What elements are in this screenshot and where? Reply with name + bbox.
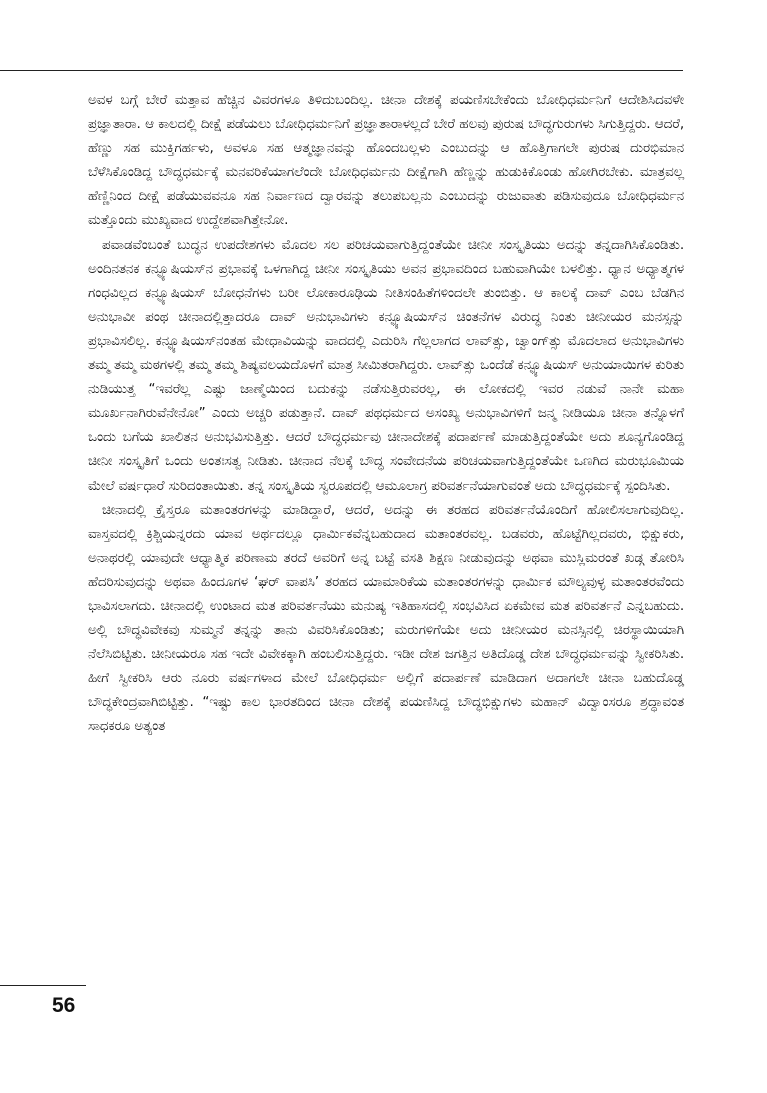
paragraph: ಚೀನಾದಲ್ಲಿ ಕ್ರೈಸ್ತರೂ ಮತಾಂತರಗಳನ್ನು ಮಾಡಿದ್ದಾರೆ, ಆದರೆ, ಅದನ್ನು ಈ ತರಹದ ಪರಿವರ್ತನೆಯೊಂದಿಗೆ ಹೋಲಿಸಲಾಗುವುದಿಲ್ಲ. ವಾಸ್ತವದಲ್ಲಿ ಕ್ರಿಶ್ಚಿಯನ್ನರದು ಯಾವ ಅರ್ಥದಲ್ಲೂ ಧಾರ್ಮಿಕವೆನ್ನಬಹುದಾದ ಮತಾಂತರವಲ್ಲ. ಬಡವರು, ಹೊಟ್ಟೆಗಿಲ್ಲದವರು, ಭಿಕ್ಷುಕರು, ಅನಾಥರಲ್ಲಿ ಯಾವುದೇ ಆಧ್ಯಾತ್ಮಿಕ ಪರಿಣಾಮ ತರದೆ ಅವರಿಗೆ ಅನ್ನ ಬಟ್ಟೆ ವಸತಿ ಶಿಕ್ಷಣ ನೀಡುವುದನ್ನು ಅಥವಾ ಮುಸ್ಲಿಮರಂತೆ ಖಡ್ಗ ತೋರಿಸಿ ಹೆದರಿಸುವುದನ್ನು ಅಥವಾ ಹಿಂದೂಗಳ ‘ಘರ್ ವಾಪಸಿ’ ತರಹದ ಯಾಮಾರಿಕೆಯ ಮತಾಂತರಗಳನ್ನು ಧಾರ್ಮಿಕ ಮೌಲ್ಯವುಳ್ಳ ಮತಾಂತರವೆಂದು ಭಾವಿಸಲಾಗದು. ಚೀನಾದಲ್ಲಿ ಉಂಟಾದ ಮತ ಪರಿವರ್ತನೆಯು ಮನುಷ್ಯ ಇತಿಹಾಸದಲ್ಲಿ ಸಂಭವಿಸಿದ ಏಕಮೇವ ಮತ ಪರಿವರ್ತನೆ ಎನ್ನಬಹುದು. ಅಲ್ಲಿ ಬೌದ್ಧವಿವೇಕವು ಸುಮ್ಮನೆ ತನ್ನನ್ನು ತಾನು ವಿವರಿಸಿಕೊಂಡಿತು; ಮರುಗಳಿಗೆಯೇ ಅದು ಚೀನೀಯರ ಮನಸ್ಸಿನಲ್ಲಿ ಚಿರಸ್ಥಾಯಿಯಾಗಿ ನೆಲೆಸಿಬಿಟ್ಟಿತು. ಚೀನೀಯರೂ ಸಹ ಇದೇ ವಿವೇಕಕ್ಕಾಗಿ ಹಂಬಲಿಸುತ್ತಿದ್ದರು. ಇಡೀ ದೇಶ ಜಗತ್ತಿನ ಅತಿದೊಡ್ಡ ದೇಶ ಬೌದ್ಧಧರ್ಮವನ್ನು ಸ್ವೀಕರಿಸಿತು. ಹೀಗೆ ಸ್ವೀಕರಿಸಿ ಆರು ನೂರು ವರ್ಷಗಳಾದ ಮೇಲೆ ಬೋಧಿಧರ್ಮ ಅಲ್ಲಿಗೆ ಪದಾರ್ಪಣೆ ಮಾಡಿದಾಗ ಅದಾಗಲೇ ಚೀನಾ ಬಹುದೊಡ್ಡ ಬೌದ್ಧಕೇಂದ್ರವಾಗಿಬಿಟ್ಟಿತ್ತು. “ಇಷ್ಟು ಕಾಲ ಭಾರತದಿಂದ ಚೀನಾ ದೇಶಕ್ಕೆ ಪಯಣಿಸಿದ್ದ ಬೌದ್ಧಭಿಕ್ಷುಗಳು ಮಹಾನ್ ವಿದ್ವಾಂಸರೂ ಶ್ರದ್ಧಾವಂತ ಸಾಧಕರೂ ಅತ್ಯಂತ [88, 501, 684, 735]
body-text [88, 88, 684, 739]
paragraph: ಪವಾಡವೆಂಬಂತೆ ಬುದ್ಧನ ಉಪದೇಶಗಳು ಮೊದಲ ಸಲ ಪರಿಚಯವಾಗುತ್ತಿದ್ದಂತೆಯೇ ಚೀನೀ ಸಂಸ್ಕೃತಿಯು ಅದನ್ನು ತನ್ನದಾಗಿಸಿಕೊಂಡಿತು. ಅಂದಿನತನಕ ಕನ್ಫ್ಯೂಷಿಯಸ್‌ನ ಪ್ರಭಾವಕ್ಕೆ ಒಳಗಾಗಿದ್ದ ಚೀನೀ ಸಂಸ್ಕೃತಿಯು ಅವನ ಪ್ರಭಾವದಿಂದ ಬಹುವಾಗಿಯೇ ಬಳಲಿತ್ತು. ಧ್ಯಾನ ಅಧ್ಯಾತ್ಮಗಳ ಗಂಧವಿಲ್ಲದ ಕನ್ಫ್ಯೂಷಿಯಸ್ ಬೋಧನೆಗಳು ಬರೀ ಲೋಕಾರೂಢಿಯ ನೀತಿಸಂಹಿತೆಗಳಿಂದಲೇ ತುಂಬಿತ್ತು. ಆ ಕಾಲಕ್ಕೆ ದಾವ್ ಎಂಬ ಬೆಡಗಿನ ಅನುಭಾವೀ ಪಂಥ ಚೀನಾದಲ್ಲಿತ್ತಾದರೂ ದಾವ್ ಅನುಭಾವಿಗಳು ಕನ್ಫ್ಯೂಷಿಯಸ್‌ನ ಚಿಂತನೆಗಳ ವಿರುದ್ಧ ನಿಂತು ಚೀನೀಯರ ಮನಸ್ಸನ್ನು ಪ್ರಭಾವಿಸಲಿಲ್ಲ. ಕನ್ಫ್ಯೂಷಿಯಸ್‌ನಂತಹ ಮೇಧಾವಿಯನ್ನು ವಾದದಲ್ಲಿ ಎದುರಿಸಿ ಗೆಲ್ಲಲಾಗದ ಲಾವ್‌ತ್ಸು, ಚ್ವಾಂಗ್‌ತ್ಸು ಮೊದಲಾದ ಅನುಭಾವಿಗಳು ತಮ್ಮ ತಮ್ಮ ಮಠಗಳಲ್ಲಿ ತಮ್ಮ ತಮ್ಮ ಶಿಷ್ಯವಲಯದೊಳಗೆ ಮಾತ್ರ ಸೀಮಿತರಾಗಿದ್ದರು. ಲಾವ್‌ತ್ಸು ಒಂದೆಡೆ ಕನ್ಫ್ಯೂಷಿಯಸ್ ಅನುಯಾಯಿಗಳ ಕುರಿತು ನುಡಿಯುತ್ತ “ಇವರೆಲ್ಲ ಎಷ್ಟು ಜಾಣ್ಮೆಯಿಂದ ಬದುಕನ್ನು ನಡೆಸುತ್ತಿರುವರಲ್ಲ, ಈ ಲೋಕದಲ್ಲಿ ಇವರ ನಡುವೆ ನಾನೇ ಮಹಾ ಮೂರ್ಖನಾಗಿರುವೆನೇನೋ” ಎಂದು ಅಚ್ಚರಿ ಪಡುತ್ತಾನೆ. ದಾವ್ ಪಥಧರ್ಮದ ಅಸಂಖ್ಯ ಅನುಭಾವಿಗಳಿಗೆ ಜನ್ಮ ನೀಡಿಯೂ ಚೀನಾ ತನ್ನೊಳಗೆ ಒಂದು ಬಗೆಯ ಖಾಲಿತನ ಅನುಭವಿಸುತ್ತಿತ್ತು. ಆದರೆ ಬೌದ್ಧಧರ್ಮವು ಚೀನಾದೇಶಕ್ಕೆ ಪದಾರ್ಪಣೆ ಮಾಡುತ್ತಿದ್ದಂತೆಯೇ ಅದು ಶೂನ್ಯಗೊಂಡಿದ್ದ ಚೀನೀ ಸಂಸ್ಕೃತಿಗೆ ಒಂದು ಅಂತಃಸತ್ವ ನೀಡಿತು. ಚೀನಾದ ನೆಲಕ್ಕೆ ಬೌದ್ಧ ಸಂವೇದನೆಯ ಪರಿಚಯವಾಗುತ್ತಿದ್ದಂತೆಯೇ ಒಣಗಿದ ಮರುಭೂಮಿಯ ಮೇಲೆ ವರ್ಷಧಾರೆ ಸುರಿದಂತಾಯಿತು. ತನ್ನ ಸಂಸ್ಕೃತಿಯ ಸ್ವರೂಪದಲ್ಲಿ ಆಮೂಲಾಗ್ರ ಪರಿವರ್ತನೆಯಾಗುವಂತೆ ಅದು ಬೌದ್ಧಧರ್ಮಕ್ಕೆ ಸ್ಪಂದಿಸಿತು. [88, 236, 684, 494]
bottom-rule [0, 985, 86, 986]
page-number: 56 [52, 994, 76, 1017]
paragraph: ಅವಳ ಬಗ್ಗೆ ಬೇರೆ ಮತ್ತಾವ ಹೆಚ್ಚಿನ ವಿವರಗಳೂ ತಿಳಿದುಬಂದಿಲ್ಲ. ಚೀನಾ ದೇಶಕ್ಕೆ ಪಯಣಿಸಬೇಕೆಂದು ಬೋಧಿಧರ್ಮನಿಗೆ ಆದೇಶಿಸಿದವಳೇ ಪ್ರಜ್ಞಾತಾರಾ. ಆ ಕಾಲದಲ್ಲಿ ದೀಕ್ಷೆ ಪಡೆಯಲು ಬೋಧಿಧರ್ಮನಿಗೆ ಪ್ರಜ್ಞಾತಾರಾಳಲ್ಲದೆ ಬೇರೆ ಹಲವು ಪುರುಷ ಬೌದ್ಧಗುರುಗಳು ಸಿಗುತ್ತಿದ್ದರು. ಆದರೆ, ಹೆಣ್ಣು ಸಹ ಮುಕ್ತಿಗರ್ಹಳು, ಅವಳೂ ಸಹ ಆತ್ಮಜ್ಞಾನವನ್ನು ಹೊಂದಬಲ್ಲಳು ಎಂಬುದನ್ನು ಆ ಹೊತ್ತಿಗಾಗಲೇ ಪುರುಷ ದುರಭಿಮಾನ ಬೆಳೆಸಿಕೊಂಡಿದ್ದ ಬೌದ್ಧಧರ್ಮಕ್ಕೆ ಮನವರಿಕೆಯಾಗಲೆಂದೇ ಬೋಧಿಧರ್ಮನು ದೀಕ್ಷೆಗಾಗಿ ಹೆಣ್ಣನ್ನು ಹುಡುಕಿಕೊಂಡು ಹೋಗಿರಬೇಕು. ಮಾತ್ರವಲ್ಲ ಹೆಣ್ಣಿನಿಂದ ದೀಕ್ಷೆ ಪಡೆಯುವವನೂ ಸಹ ನಿರ್ವಾಣದ ದ್ವಾರವನ್ನು ತಲುಪಬಲ್ಲನು ಎಂಬುದನ್ನು ರುಜುವಾತು ಪಡಿಸುವುದೂ ಬೋಧಿಧರ್ಮನ ಮತ್ತೊಂದು ಮುಖ್ಯವಾದ ಉದ್ದೇಶವಾಗಿತ್ತೇನೋ. [88, 92, 684, 229]
top-rule [0, 70, 683, 71]
